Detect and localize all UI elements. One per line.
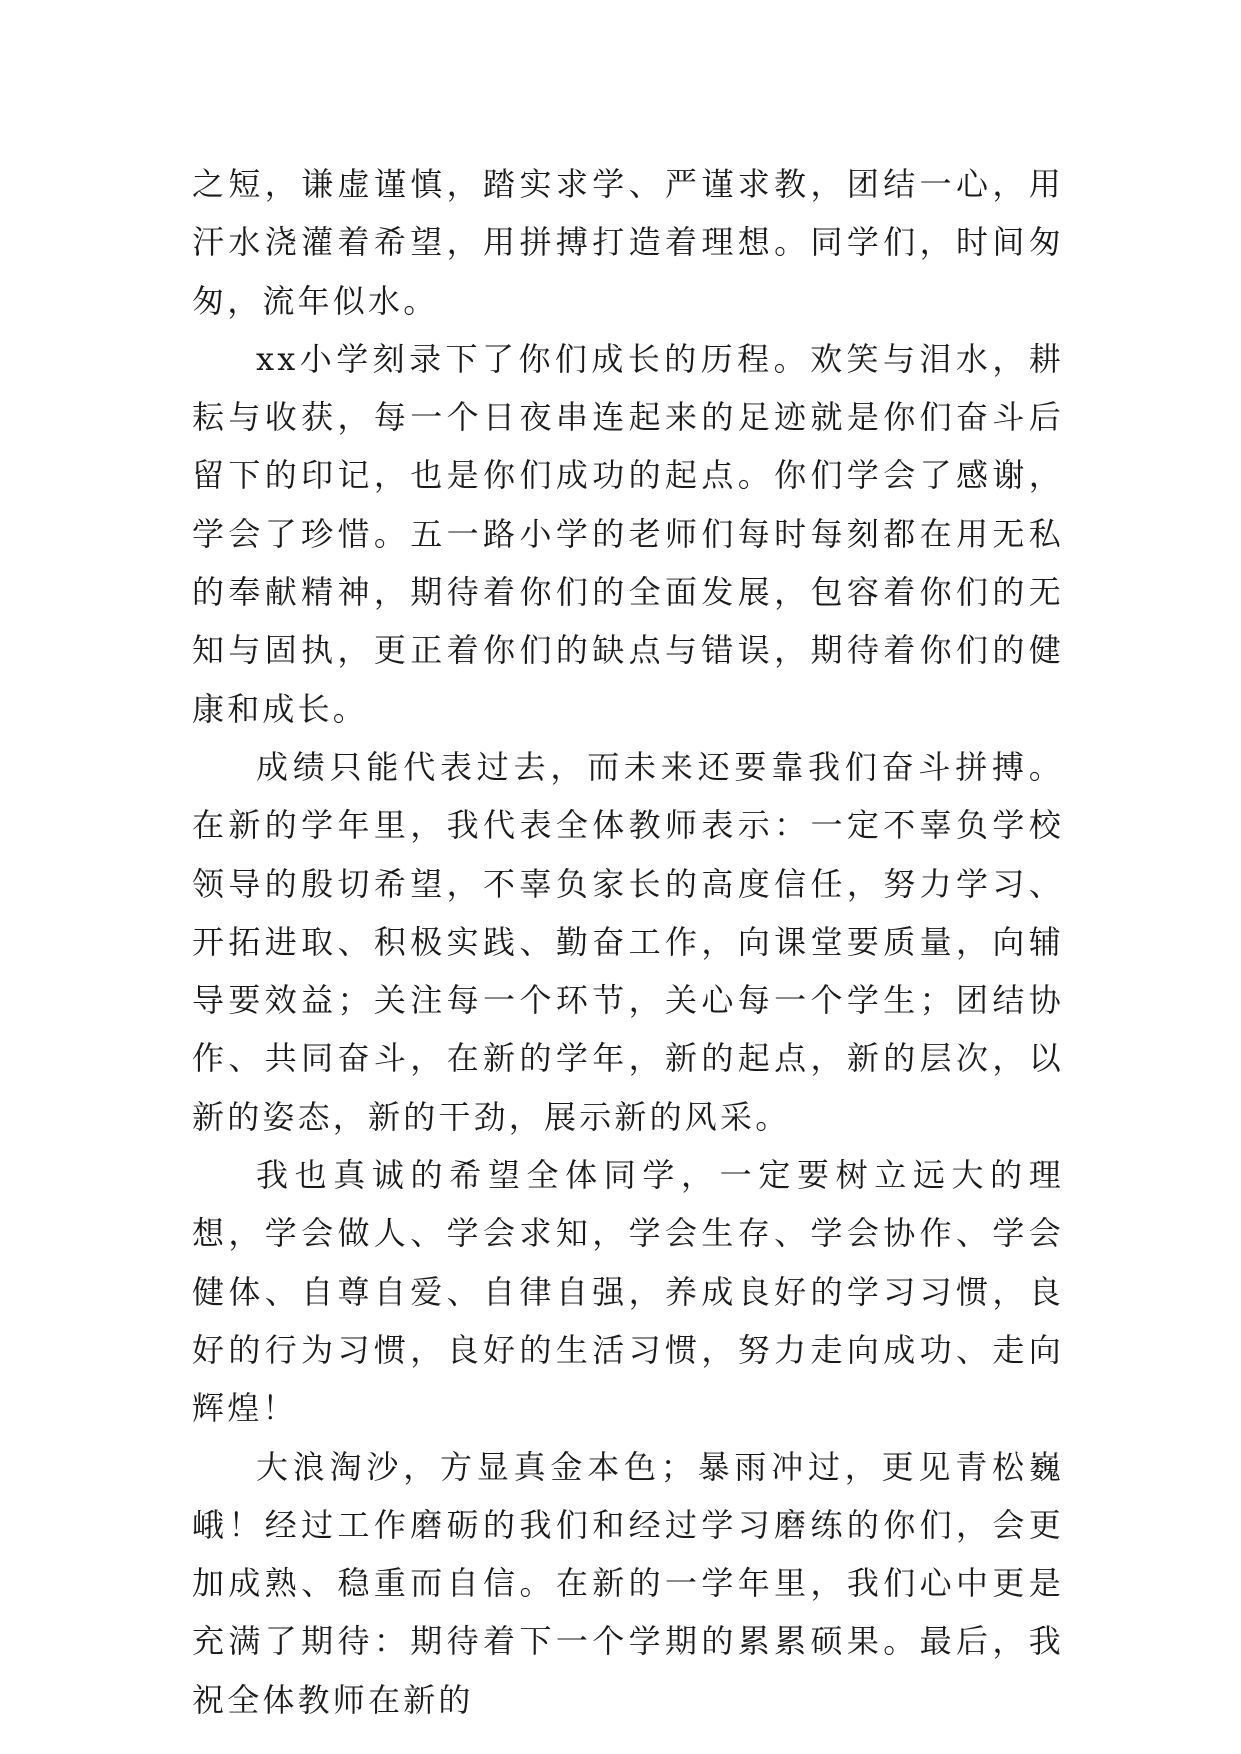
paragraph: 我也真诚的希望全体同学，一定要树立远大的理想，学会做人、学会求知，学会生存、学会协作、学会健体、自尊自爱、自律自强，养成良好的学习习惯，良好的行为习惯，良好的生活习惯，努力走向成功、走向辉煌！	[192, 1156, 1064, 1428]
paragraph: xx小学刻录下了你们成长的历程。欢笑与泪水，耕耘与收获，每一个日夜串连起来的足迹就是你们奋斗后留下的印记，也是你们成功的起点。你们学会了感谢，学会了珍惜。五一路小学的老师们每时每刻都在用无私的奉献精神，期待着你们的全面发展，包容着你们的无知与固执，更正着你们的缺点与错误，期待着你们的健康和成长。	[192, 339, 1064, 728]
document-body	[192, 155, 1064, 1729]
paragraph: 大浪淘沙，方显真金本色；暴雨冲过，更见青松巍峨！经过工作磨砺的我们和经过学习磨练的你们，会更加成熟、稳重而自信。在新的一学年里，我们心中更是充满了期待：期待着下一个学期的累累硕果。最后，我祝全体教师在新的	[192, 1447, 1064, 1719]
paragraph: 之短，谦虚谨慎，踏实求学、严谨求教，团结一心，用汗水浇灌着希望，用拼搏打造着理想。同学们，时间匆匆，流年似水。	[192, 165, 1064, 320]
paragraph: 成绩只能代表过去，而未来还要靠我们奋斗拼搏。在新的学年里，我代表全体教师表示：一定不辜负学校领导的殷切希望，不辜负家长的高度信任，努力学习、开拓进取、积极实践、勤奋工作，向课堂要质量，向辅导要效益；关注每一个环节，关心每一个学生；团结协作、共同奋斗，在新的学年，新的起点，新的层次，以新的姿态，新的干劲，展示新的风采。	[192, 747, 1064, 1136]
